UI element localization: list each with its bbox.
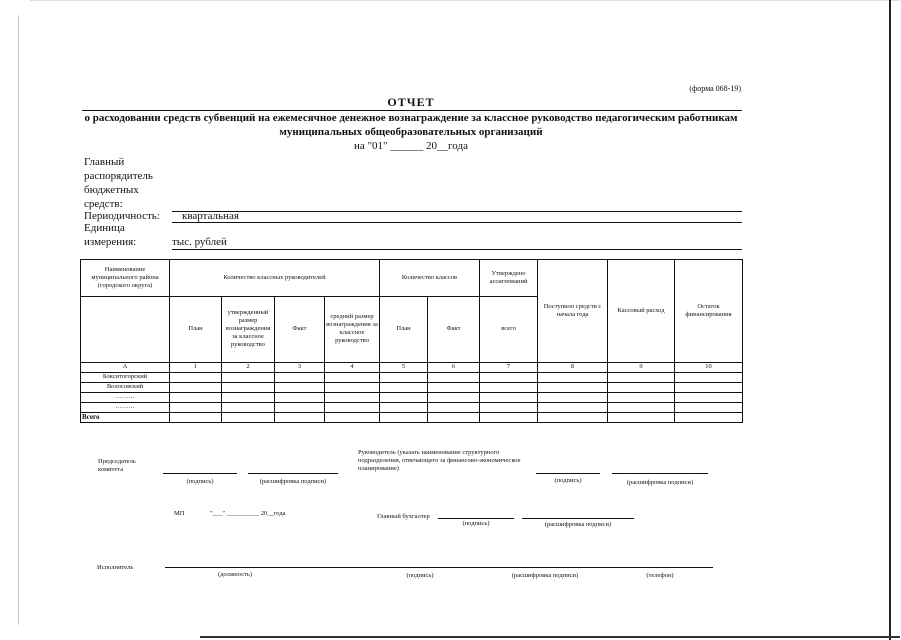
executor-sign-caption: (подпись) bbox=[406, 572, 434, 579]
chairman-decode-caption: (расшифровка подписи) bbox=[259, 478, 327, 485]
total-label: Всего bbox=[81, 412, 170, 422]
manager-label-line: Главный bbox=[84, 156, 125, 168]
col-number: 10 bbox=[675, 362, 743, 372]
manager-label bbox=[84, 155, 153, 211]
manager-value-line bbox=[172, 211, 742, 212]
col-number: 2 bbox=[222, 362, 275, 372]
header-fact-2: Факт bbox=[428, 297, 480, 362]
executor-decode-caption: (расшифровка подписи) bbox=[511, 572, 579, 579]
column-numbers-row bbox=[81, 362, 743, 372]
district-name: ……… bbox=[81, 392, 170, 402]
scan-edge-top bbox=[30, 0, 900, 1]
unit-label-line: измерения: bbox=[84, 236, 137, 248]
header-received: Поступило средств с начала года bbox=[538, 260, 608, 363]
report-subtitle bbox=[80, 111, 742, 139]
periodicity-label: Периодичность: bbox=[84, 210, 160, 222]
phone-caption: (телефон) bbox=[646, 572, 674, 579]
table-row bbox=[81, 392, 743, 402]
header-balance: Остаток финансирования bbox=[675, 260, 743, 363]
head-sign-line bbox=[536, 473, 600, 474]
executor-label: Исполнитель bbox=[97, 564, 134, 571]
unit-label bbox=[84, 221, 136, 249]
col-number: 1 bbox=[170, 362, 222, 372]
header-plan-2: План bbox=[380, 297, 428, 362]
accountant-label: Главный бухгалтер bbox=[377, 513, 430, 520]
stamp-label: МП bbox=[174, 510, 185, 517]
scan-edge-bottom bbox=[200, 636, 900, 638]
col-number: 9 bbox=[608, 362, 675, 372]
report-table bbox=[80, 259, 743, 423]
chairman-sign-line bbox=[163, 473, 237, 474]
col-number: 6 bbox=[428, 362, 480, 372]
manager-label-line: средств: bbox=[84, 198, 123, 210]
district-name: Волосовский bbox=[81, 382, 170, 392]
scan-edge-left bbox=[18, 15, 19, 625]
accountant-decode-line bbox=[522, 518, 634, 519]
head-decode-line bbox=[612, 473, 708, 474]
manager-label-line: распорядитель bbox=[84, 170, 153, 182]
unit-label-line: Единица bbox=[84, 222, 125, 234]
head-label bbox=[358, 449, 520, 473]
accountant-sign-line bbox=[438, 518, 514, 519]
header-approved-size: утвержденный размер вознаграждения за классное руководство bbox=[222, 297, 275, 362]
district-name: Бокситогорский bbox=[81, 372, 170, 382]
header-plan: План bbox=[170, 297, 222, 362]
head-label-line: подразделения, отвечающего за финансово-экономическое bbox=[358, 457, 521, 464]
chairman-label bbox=[98, 458, 136, 474]
scan-edge-right bbox=[889, 0, 891, 640]
header-total: всего bbox=[480, 297, 538, 362]
col-number: 3 bbox=[275, 362, 325, 372]
accountant-sign-caption: (подпись) bbox=[462, 520, 490, 527]
chairman-sign-caption: (подпись) bbox=[186, 478, 214, 485]
head-label-line: Руководитель (указать наименование структурного bbox=[358, 449, 500, 456]
chairman-decode-line bbox=[248, 473, 338, 474]
col-number: 8 bbox=[538, 362, 608, 372]
header-classes-count: Количество классов bbox=[380, 260, 480, 297]
accountant-decode-caption: (расшифровка подписи) bbox=[544, 521, 612, 528]
subtitle-line-2: муниципальных общеобразовательных организаций bbox=[279, 126, 543, 138]
unit-line bbox=[172, 249, 742, 250]
report-title: ОТЧЕТ bbox=[387, 95, 435, 109]
manager-label-line: бюджетных bbox=[84, 184, 139, 196]
stamp-date: "___" __________ 20__года bbox=[210, 510, 286, 517]
header-teachers-count: Количество классных руководителей bbox=[170, 260, 380, 297]
header-fact: Факт bbox=[275, 297, 325, 362]
form-code: (форма 068-19) bbox=[689, 84, 741, 93]
header-row-1 bbox=[81, 260, 743, 297]
periodicity-line bbox=[172, 222, 742, 223]
table-row bbox=[81, 402, 743, 412]
executor-line bbox=[165, 567, 713, 568]
header-cash: Кассовый расход bbox=[608, 260, 675, 363]
head-sign-caption: (подпись) bbox=[554, 477, 582, 484]
unit-value: тыс. рублей bbox=[172, 236, 227, 248]
col-number: 5 bbox=[380, 362, 428, 372]
col-number: 7 bbox=[480, 362, 538, 372]
chairman-label-line: Председатель bbox=[98, 458, 136, 465]
header-average-size: средний размер вознаграждения за классное руководство bbox=[325, 297, 380, 362]
table-row bbox=[81, 382, 743, 392]
subtitle-line-1: о расходовании средств субвенций на ежемесячное денежное вознаграждение за классное руководство педагогическим работникам bbox=[84, 112, 738, 124]
head-decode-caption: (расшифровка подписи) bbox=[626, 479, 694, 486]
col-number: 4 bbox=[325, 362, 380, 372]
district-name: ……… bbox=[81, 402, 170, 412]
col-number: А bbox=[81, 362, 170, 372]
table-row bbox=[81, 372, 743, 382]
position-caption: (должность) bbox=[217, 571, 253, 578]
header-approved: Утверждено ассигнований bbox=[480, 260, 538, 297]
header-empty bbox=[81, 297, 170, 362]
total-row bbox=[81, 412, 743, 422]
head-label-line: планирование) bbox=[358, 465, 399, 472]
periodicity-value: квартальная bbox=[182, 210, 239, 222]
header-name: Наименование муниципального района (городского округа) bbox=[81, 260, 170, 297]
chairman-label-line: комитета bbox=[98, 466, 124, 473]
report-date: на "01" ______ 20__года bbox=[354, 140, 468, 152]
